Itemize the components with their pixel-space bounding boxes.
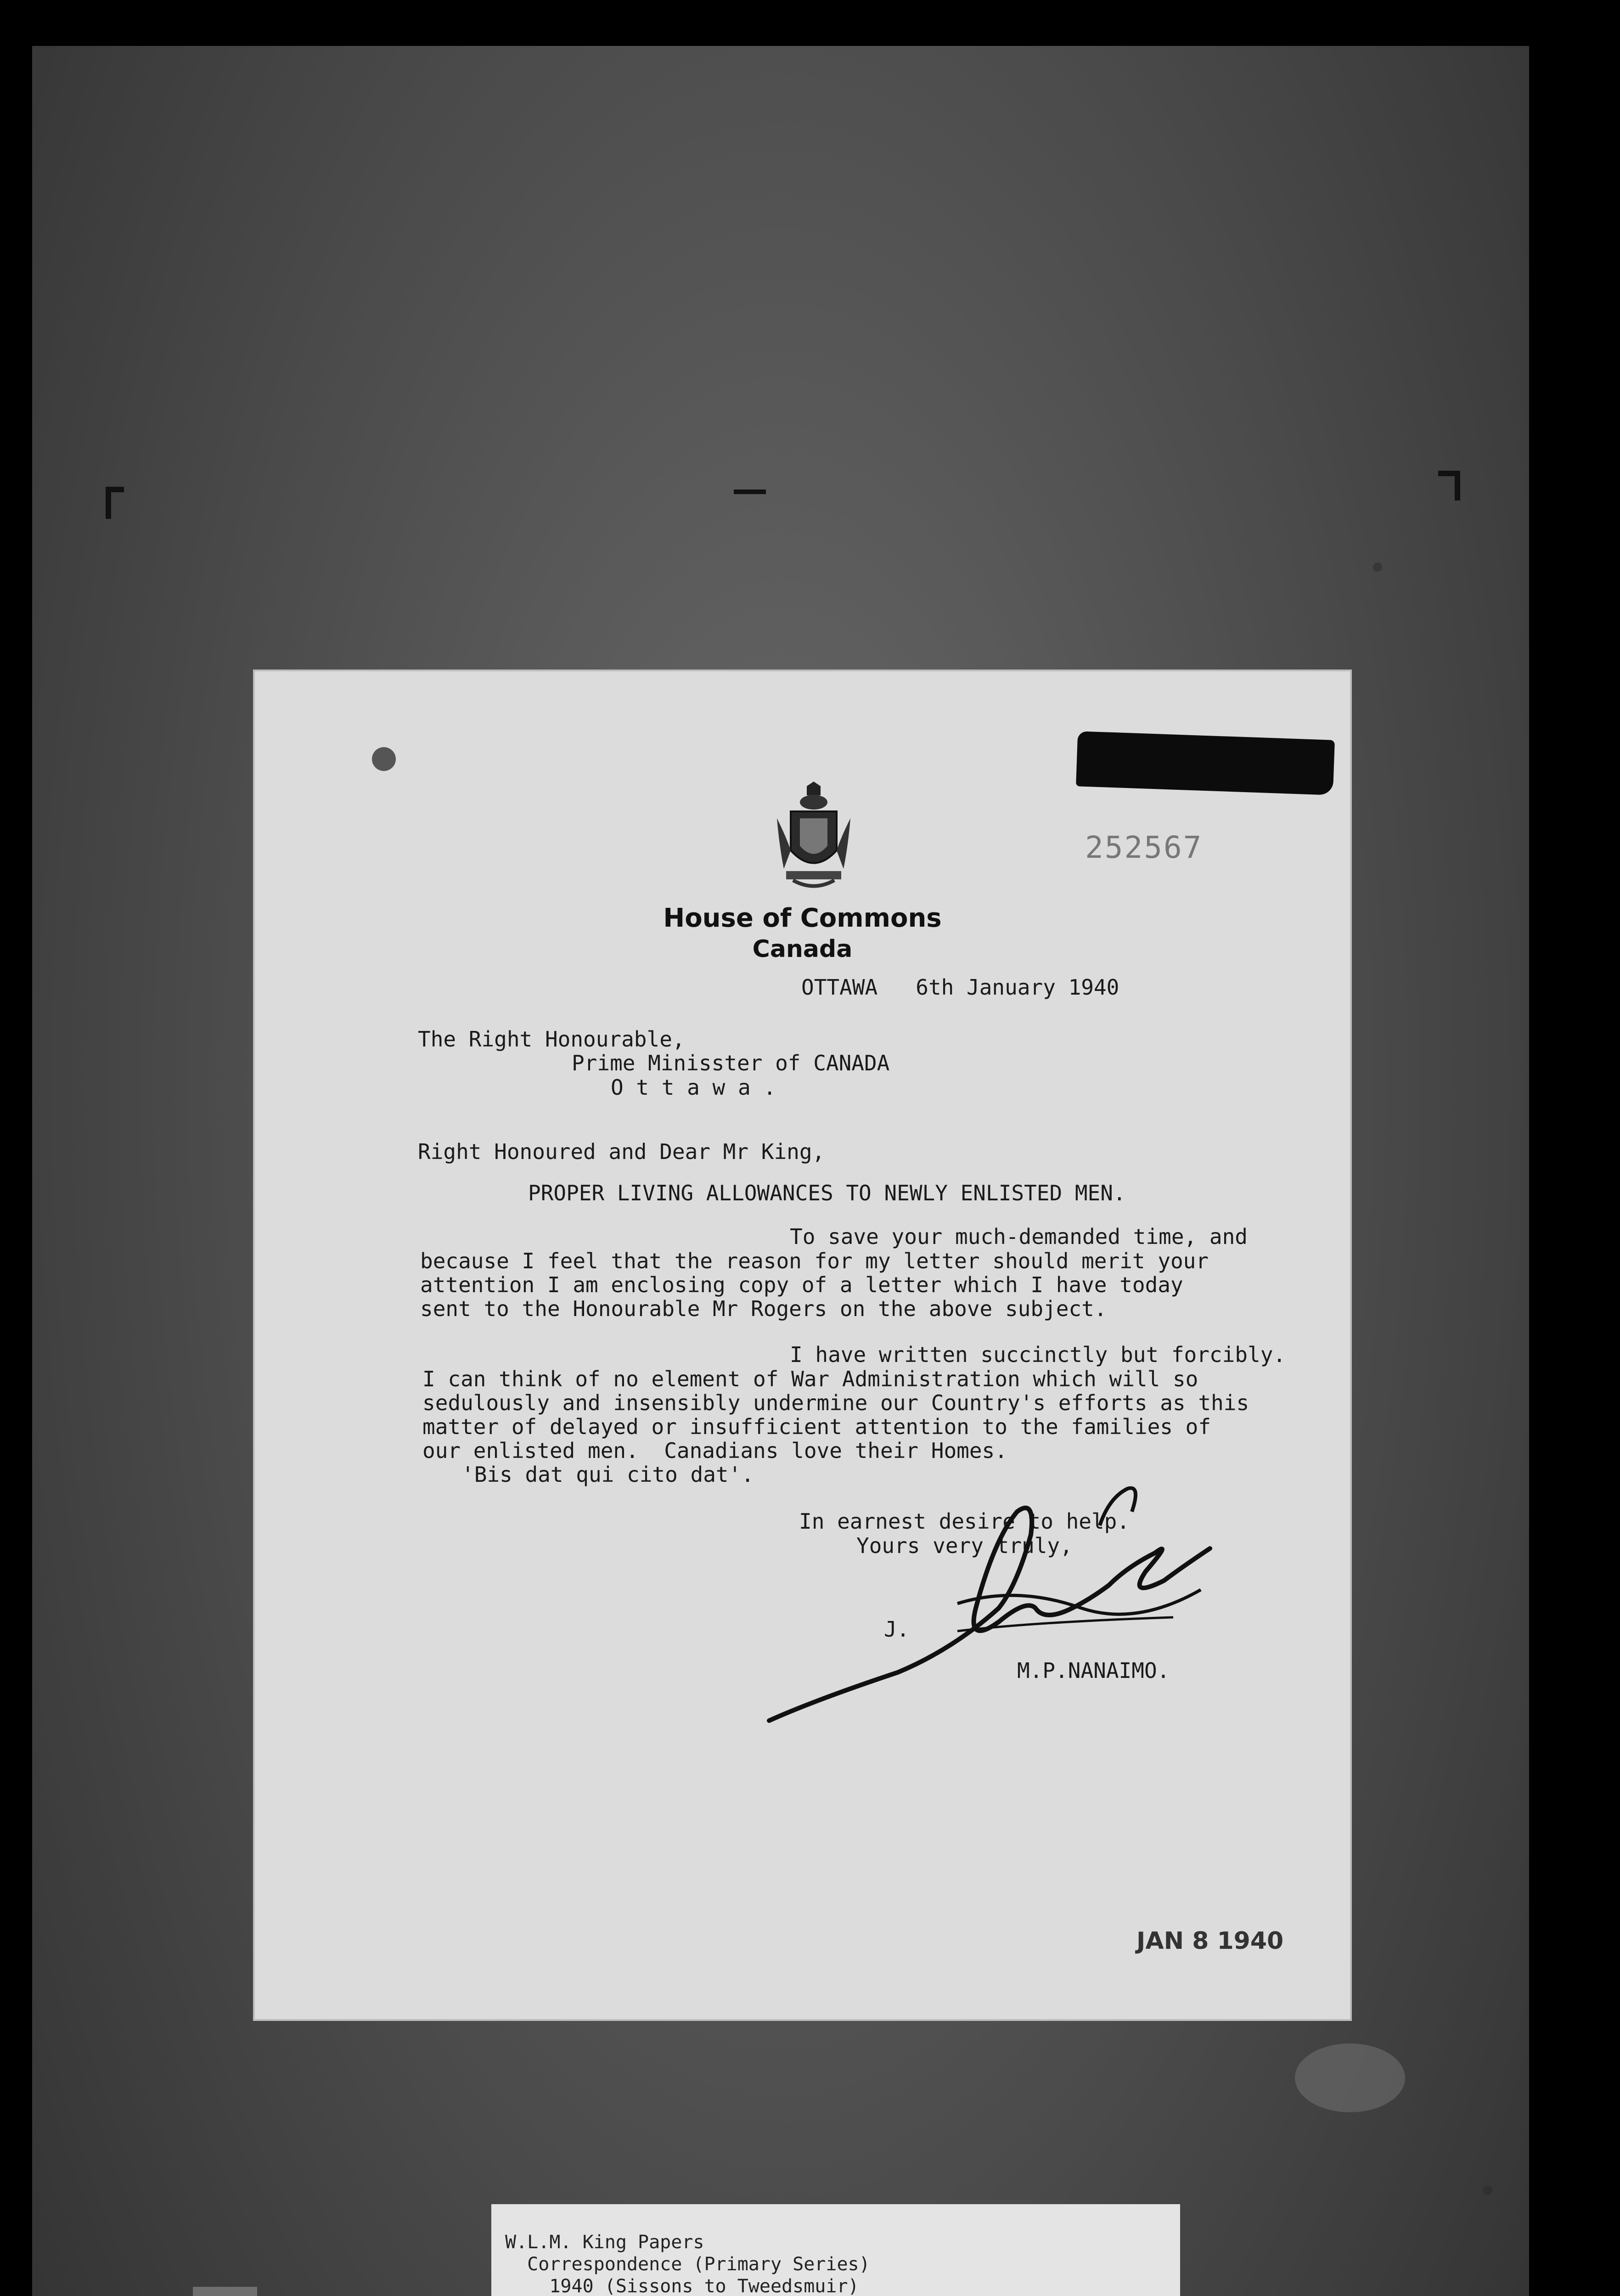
closing-line: In earnest desire to help. [799,1509,1130,1534]
address-line: O t t a w a . [611,1075,776,1100]
crop-mark-left-top [106,487,124,492]
paragraph-line: because I feel that the reason for my letter should merit your [420,1249,1209,1273]
film-blemish [1373,563,1382,572]
signer-initial: J. [884,1617,910,1642]
closing-line: Yours very truly, [856,1533,1073,1558]
subject-line: PROPER LIVING ALLOWANCES TO NEWLY ENLISTED MEN. [528,1181,1126,1205]
place-date: OTTAWA 6th January 1940 [801,975,1119,1000]
card-line: 1940 (Sissons to Tweedsmuir) [505,2276,859,2296]
crop-mark-center [734,490,766,494]
punch-hole [372,747,396,771]
letter-page [255,671,1350,2019]
paragraph-line: sedulously and insensibly undermine our Country's efforts as this [422,1390,1249,1415]
signer-title: M.P.NANAIMO. [1017,1658,1170,1683]
paragraph-line: 'Bis dat qui cito dat'. [461,1462,754,1487]
film-blemish [1483,2186,1492,2195]
letterhead-subtitle: Canada [752,935,853,963]
card-line: Correspondence (Primary Series) [505,2254,870,2275]
paragraph-line: sent to the Honourable Mr Rogers on the above subject. [420,1296,1107,1321]
card-line: W.L.M. King Papers [505,2232,704,2253]
film-blemish [1295,2043,1405,2112]
address-line: The Right Honourable, [418,1027,685,1052]
redaction-mark [1076,731,1335,795]
handwritten-signature [760,1470,1219,1728]
document-number-stamp: 252567 [1085,830,1203,865]
paragraph-line: I can think of no element of War Administration which will so [422,1367,1198,1391]
letterhead-title: House of Commons [663,903,942,933]
tape-strip [193,2287,257,2296]
paragraph-line: attention I am enclosing copy of a letter which I have today [420,1272,1183,1297]
address-line: Prime Minisster of CANADA [572,1051,890,1075]
catalog-card [491,2204,1180,2296]
paragraph-line: I have written succinctly but forcibly. [790,1342,1286,1367]
salutation: Right Honoured and Dear Mr King, [418,1139,825,1164]
crop-mark-right-top [1438,471,1460,476]
paragraph-line: matter of delayed or insufficient attention to the families of [422,1414,1211,1439]
royal-coat-of-arms-icon [775,782,853,892]
paragraph-line: our enlisted men. Canadians love their Homes. [422,1438,1007,1463]
paragraph-line: To save your much-demanded time, and [790,1224,1248,1249]
received-date-stamp: JAN 8 1940 [1136,1927,1284,1955]
